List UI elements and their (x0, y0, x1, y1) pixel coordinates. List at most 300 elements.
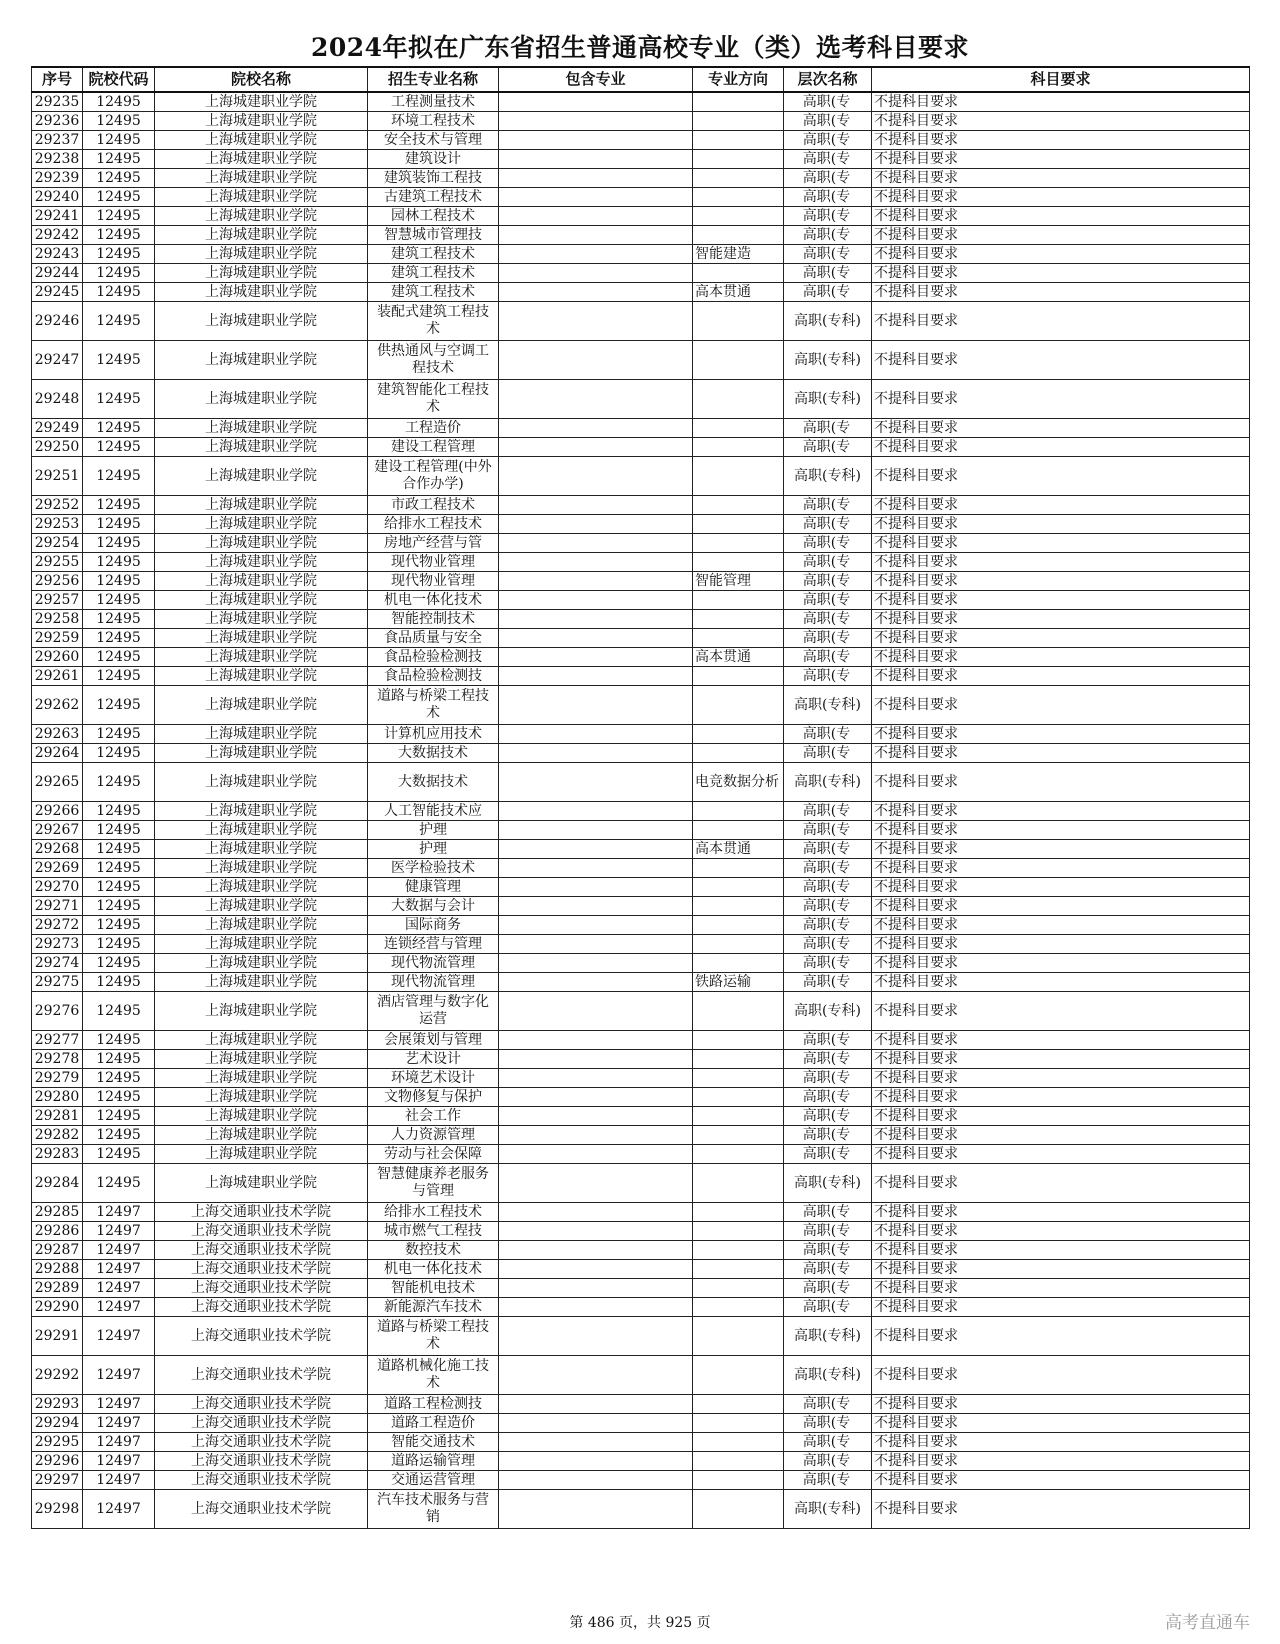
cell-level: 高职(专 (784, 878, 872, 897)
cell-major-name: 现代物流管理 (368, 954, 499, 973)
cell-school-name: 上海城建职业学院 (155, 1031, 368, 1050)
table-row (32, 1260, 1250, 1279)
page-title: 2024年拟在广东省招生普通高校专业（类）选考科目要求 (310, 33, 970, 62)
cell-subject-requirement: 不提科目要求 (872, 1031, 1250, 1050)
cell-seq: 29289 (32, 1279, 83, 1298)
cell-school-name: 上海城建职业学院 (155, 1088, 368, 1107)
cell-major-direction: 高本贯通 (693, 283, 784, 302)
cell-school-code: 12495 (83, 992, 155, 1031)
cell-major-name: 供热通风与空调工程技术 (368, 341, 499, 380)
cell-included-majors (499, 725, 693, 744)
cell-school-code: 12495 (83, 1164, 155, 1203)
cell-school-name: 上海交通职业技术学院 (155, 1414, 368, 1433)
cell-major-name: 大数据与会计 (368, 897, 499, 916)
cell-subject-requirement: 不提科目要求 (872, 686, 1250, 725)
cell-level: 高职(专 (784, 226, 872, 245)
cell-level: 高职(专科) (784, 686, 872, 725)
cell-level: 高职(专 (784, 1050, 872, 1069)
cell-major-direction (693, 496, 784, 515)
cell-level: 高职(专 (784, 591, 872, 610)
cell-school-name: 上海城建职业学院 (155, 169, 368, 188)
cell-subject-requirement: 不提科目要求 (872, 1317, 1250, 1356)
cell-school-code: 12495 (83, 591, 155, 610)
cell-included-majors (499, 1203, 693, 1222)
cell-school-name: 上海城建职业学院 (155, 457, 368, 496)
cell-seq: 29276 (32, 992, 83, 1031)
table-row (32, 1050, 1250, 1069)
cell-school-name: 上海城建职业学院 (155, 207, 368, 226)
cell-seq: 29283 (32, 1145, 83, 1164)
header-subject-requirement: 科目要求 (872, 67, 1250, 92)
cell-level: 高职(专 (784, 169, 872, 188)
cell-included-majors (499, 496, 693, 515)
cell-subject-requirement: 不提科目要求 (872, 150, 1250, 169)
table-row (32, 207, 1250, 226)
table-row (32, 515, 1250, 534)
cell-subject-requirement: 不提科目要求 (872, 897, 1250, 916)
cell-included-majors (499, 1222, 693, 1241)
cell-major-name: 环境艺术设计 (368, 1069, 499, 1088)
cell-seq: 29281 (32, 1107, 83, 1126)
cell-included-majors (499, 897, 693, 916)
cell-major-name: 现代物业管理 (368, 553, 499, 572)
cell-major-name: 市政工程技术 (368, 496, 499, 515)
cell-school-code: 12495 (83, 188, 155, 207)
cell-school-code: 12495 (83, 92, 155, 112)
cell-school-code: 12495 (83, 954, 155, 973)
cell-school-code: 12497 (83, 1203, 155, 1222)
cell-level: 高职(专 (784, 1222, 872, 1241)
cell-major-direction (693, 821, 784, 840)
header-major-name: 招生专业名称 (368, 67, 499, 92)
cell-school-code: 12495 (83, 1050, 155, 1069)
cell-seq: 29259 (32, 629, 83, 648)
cell-major-direction (693, 112, 784, 131)
cell-major-direction (693, 802, 784, 821)
cell-level: 高职(专 (784, 1471, 872, 1490)
table-row (32, 1069, 1250, 1088)
cell-subject-requirement: 不提科目要求 (872, 763, 1250, 802)
cell-subject-requirement: 不提科目要求 (872, 380, 1250, 419)
table-row (32, 131, 1250, 150)
cell-major-name: 健康管理 (368, 878, 499, 897)
cell-subject-requirement: 不提科目要求 (872, 1164, 1250, 1203)
cell-level: 高职(专 (784, 1414, 872, 1433)
cell-seq: 29238 (32, 150, 83, 169)
cell-level: 高职(专科) (784, 1490, 872, 1529)
cell-included-majors (499, 840, 693, 859)
table-row (32, 763, 1250, 802)
cell-school-name: 上海城建职业学院 (155, 973, 368, 992)
cell-included-majors (499, 992, 693, 1031)
table-row (32, 629, 1250, 648)
cell-included-majors (499, 534, 693, 553)
cell-major-name: 安全技术与管理 (368, 131, 499, 150)
cell-school-name: 上海城建职业学院 (155, 763, 368, 802)
cell-level: 高职(专 (784, 973, 872, 992)
cell-school-code: 12497 (83, 1241, 155, 1260)
cell-major-name: 交通运营管理 (368, 1471, 499, 1490)
cell-subject-requirement: 不提科目要求 (872, 341, 1250, 380)
cell-subject-requirement: 不提科目要求 (872, 1222, 1250, 1241)
cell-school-code: 12497 (83, 1298, 155, 1317)
cell-school-name: 上海交通职业技术学院 (155, 1241, 368, 1260)
table-row (32, 112, 1250, 131)
cell-school-name: 上海交通职业技术学院 (155, 1395, 368, 1414)
cell-included-majors (499, 457, 693, 496)
cell-major-direction (693, 131, 784, 150)
cell-level: 高职(专 (784, 840, 872, 859)
cell-major-name: 工程测量技术 (368, 92, 499, 112)
cell-included-majors (499, 1298, 693, 1317)
table-row (32, 859, 1250, 878)
cell-seq: 29272 (32, 916, 83, 935)
cell-major-name: 食品质量与安全 (368, 629, 499, 648)
cell-seq: 29258 (32, 610, 83, 629)
cell-school-name: 上海城建职业学院 (155, 302, 368, 341)
cell-seq: 29265 (32, 763, 83, 802)
cell-school-name: 上海城建职业学院 (155, 878, 368, 897)
cell-major-direction (693, 610, 784, 629)
cell-major-name: 艺术设计 (368, 1050, 499, 1069)
cell-major-direction (693, 878, 784, 897)
cell-school-name: 上海交通职业技术学院 (155, 1433, 368, 1452)
cell-school-code: 12495 (83, 264, 155, 283)
cell-included-majors (499, 92, 693, 112)
cell-school-code: 12495 (83, 744, 155, 763)
table-row (32, 1145, 1250, 1164)
cell-included-majors (499, 763, 693, 802)
cell-seq: 29260 (32, 648, 83, 667)
table-row (32, 878, 1250, 897)
cell-seq: 29261 (32, 667, 83, 686)
cell-school-name: 上海交通职业技术学院 (155, 1222, 368, 1241)
cell-major-name: 园林工程技术 (368, 207, 499, 226)
cell-included-majors (499, 1145, 693, 1164)
cell-seq: 29275 (32, 973, 83, 992)
cell-subject-requirement: 不提科目要求 (872, 419, 1250, 438)
cell-included-majors (499, 264, 693, 283)
table-row (32, 821, 1250, 840)
cell-subject-requirement: 不提科目要求 (872, 992, 1250, 1031)
cell-level: 高职(专 (784, 419, 872, 438)
cell-major-name: 智能控制技术 (368, 610, 499, 629)
cell-seq: 29279 (32, 1069, 83, 1088)
cell-major-direction (693, 553, 784, 572)
table-row (32, 1241, 1250, 1260)
cell-major-direction (693, 1317, 784, 1356)
cell-seq: 29285 (32, 1203, 83, 1222)
cell-seq: 29278 (32, 1050, 83, 1069)
cell-level: 高职(专 (784, 954, 872, 973)
cell-major-name: 智慧健康养老服务与管理 (368, 1164, 499, 1203)
cell-major-name: 建设工程管理(中外合作办学) (368, 457, 499, 496)
cell-seq: 29298 (32, 1490, 83, 1529)
table-row (32, 591, 1250, 610)
table-row (32, 302, 1250, 341)
cell-school-code: 12495 (83, 438, 155, 457)
cell-subject-requirement: 不提科目要求 (872, 1145, 1250, 1164)
cell-major-direction (693, 1050, 784, 1069)
cell-subject-requirement: 不提科目要求 (872, 1395, 1250, 1414)
cell-school-code: 12495 (83, 935, 155, 954)
cell-included-majors (499, 1395, 693, 1414)
cell-major-direction: 智能建造 (693, 245, 784, 264)
cell-included-majors (499, 1471, 693, 1490)
cell-major-direction (693, 207, 784, 226)
cell-included-majors (499, 629, 693, 648)
cell-school-code: 12495 (83, 1145, 155, 1164)
cell-major-name: 给排水工程技术 (368, 515, 499, 534)
cell-subject-requirement: 不提科目要求 (872, 840, 1250, 859)
cell-included-majors (499, 610, 693, 629)
cell-major-name: 道路与桥梁工程技术 (368, 686, 499, 725)
cell-school-code: 12495 (83, 283, 155, 302)
cell-seq: 29242 (32, 226, 83, 245)
cell-seq: 29280 (32, 1088, 83, 1107)
table-row (32, 419, 1250, 438)
cell-school-name: 上海城建职业学院 (155, 935, 368, 954)
cell-school-name: 上海城建职业学院 (155, 1126, 368, 1145)
cell-major-direction (693, 916, 784, 935)
cell-level: 高职(专 (784, 245, 872, 264)
cell-subject-requirement: 不提科目要求 (872, 1069, 1250, 1088)
cell-major-name: 道路工程检测技 (368, 1395, 499, 1414)
table-row (32, 457, 1250, 496)
cell-level: 高职(专 (784, 438, 872, 457)
table-row (32, 686, 1250, 725)
cell-subject-requirement: 不提科目要求 (872, 973, 1250, 992)
table-row (32, 1088, 1250, 1107)
cell-seq: 29287 (32, 1241, 83, 1260)
cell-major-direction: 高本贯通 (693, 840, 784, 859)
cell-seq: 29291 (32, 1317, 83, 1356)
cell-level: 高职(专 (784, 802, 872, 821)
table-row (32, 1031, 1250, 1050)
cell-subject-requirement: 不提科目要求 (872, 1203, 1250, 1222)
cell-major-name: 给排水工程技术 (368, 1203, 499, 1222)
cell-school-name: 上海城建职业学院 (155, 92, 368, 112)
cell-seq: 29247 (32, 341, 83, 380)
cell-subject-requirement: 不提科目要求 (872, 935, 1250, 954)
cell-school-code: 12495 (83, 515, 155, 534)
cell-seq: 29262 (32, 686, 83, 725)
cell-subject-requirement: 不提科目要求 (872, 92, 1250, 112)
table-row (32, 380, 1250, 419)
cell-major-name: 机电一体化技术 (368, 591, 499, 610)
cell-included-majors (499, 438, 693, 457)
cell-school-code: 12497 (83, 1414, 155, 1433)
table-row (32, 245, 1250, 264)
cell-level: 高职(专科) (784, 457, 872, 496)
cell-school-name: 上海城建职业学院 (155, 821, 368, 840)
cell-level: 高职(专 (784, 188, 872, 207)
cell-seq: 29267 (32, 821, 83, 840)
cell-included-majors (499, 821, 693, 840)
cell-school-name: 上海城建职业学院 (155, 954, 368, 973)
cell-major-name: 环境工程技术 (368, 112, 499, 131)
cell-included-majors (499, 859, 693, 878)
cell-school-code: 12495 (83, 859, 155, 878)
cell-major-direction (693, 1088, 784, 1107)
cell-seq: 29284 (32, 1164, 83, 1203)
cell-major-name: 国际商务 (368, 916, 499, 935)
table-row (32, 935, 1250, 954)
cell-level: 高职(专 (784, 1452, 872, 1471)
cell-subject-requirement: 不提科目要求 (872, 802, 1250, 821)
cell-level: 高职(专科) (784, 763, 872, 802)
cell-included-majors (499, 973, 693, 992)
table-row (32, 916, 1250, 935)
table-row (32, 283, 1250, 302)
cell-included-majors (499, 667, 693, 686)
cell-included-majors (499, 515, 693, 534)
cell-school-code: 12495 (83, 302, 155, 341)
cell-seq: 29293 (32, 1395, 83, 1414)
cell-included-majors (499, 150, 693, 169)
cell-major-direction (693, 419, 784, 438)
cell-major-direction (693, 744, 784, 763)
cell-level: 高职(专科) (784, 1164, 872, 1203)
cell-major-direction (693, 591, 784, 610)
table-row (32, 1222, 1250, 1241)
cell-seq: 29250 (32, 438, 83, 457)
cell-school-name: 上海城建职业学院 (155, 150, 368, 169)
cell-school-name: 上海交通职业技术学院 (155, 1279, 368, 1298)
cell-subject-requirement: 不提科目要求 (872, 534, 1250, 553)
cell-included-majors (499, 169, 693, 188)
cell-major-name: 机电一体化技术 (368, 1260, 499, 1279)
cell-school-name: 上海城建职业学院 (155, 245, 368, 264)
header-major-direction: 专业方向 (693, 67, 784, 92)
cell-level: 高职(专 (784, 283, 872, 302)
cell-included-majors (499, 1356, 693, 1395)
cell-included-majors (499, 744, 693, 763)
cell-major-name: 计算机应用技术 (368, 725, 499, 744)
cell-school-code: 12495 (83, 802, 155, 821)
cell-included-majors (499, 1069, 693, 1088)
cell-major-direction (693, 992, 784, 1031)
cell-subject-requirement: 不提科目要求 (872, 1490, 1250, 1529)
cell-subject-requirement: 不提科目要求 (872, 591, 1250, 610)
cell-level: 高职(专 (784, 1241, 872, 1260)
table-row (32, 725, 1250, 744)
cell-included-majors (499, 283, 693, 302)
table-row (32, 1298, 1250, 1317)
cell-included-majors (499, 1088, 693, 1107)
cell-level: 高职(专 (784, 629, 872, 648)
cell-school-name: 上海交通职业技术学院 (155, 1490, 368, 1529)
cell-school-code: 12497 (83, 1317, 155, 1356)
cell-major-name: 道路运输管理 (368, 1452, 499, 1471)
cell-major-name: 文物修复与保护 (368, 1088, 499, 1107)
cell-school-name: 上海城建职业学院 (155, 591, 368, 610)
cell-included-majors (499, 1107, 693, 1126)
cell-school-name: 上海城建职业学院 (155, 496, 368, 515)
cell-school-code: 12495 (83, 629, 155, 648)
cell-major-direction: 高本贯通 (693, 648, 784, 667)
cell-subject-requirement: 不提科目要求 (872, 629, 1250, 648)
cell-level: 高职(专科) (784, 341, 872, 380)
cell-major-name: 工程造价 (368, 419, 499, 438)
table-row (32, 92, 1250, 112)
cell-level: 高职(专 (784, 1279, 872, 1298)
cell-subject-requirement: 不提科目要求 (872, 496, 1250, 515)
cell-school-name: 上海城建职业学院 (155, 553, 368, 572)
cell-major-direction (693, 1356, 784, 1395)
cell-school-name: 上海城建职业学院 (155, 897, 368, 916)
cell-level: 高职(专科) (784, 992, 872, 1031)
cell-included-majors (499, 553, 693, 572)
cell-level: 高职(专 (784, 1069, 872, 1088)
cell-level: 高职(专 (784, 1260, 872, 1279)
cell-seq: 29297 (32, 1471, 83, 1490)
cell-subject-requirement: 不提科目要求 (872, 1241, 1250, 1260)
cell-school-code: 12495 (83, 916, 155, 935)
cell-major-direction (693, 534, 784, 553)
table-row (32, 496, 1250, 515)
cell-subject-requirement: 不提科目要求 (872, 1260, 1250, 1279)
cell-major-name: 护理 (368, 821, 499, 840)
cell-school-code: 12497 (83, 1395, 155, 1414)
page-footer: 第 486 页，共 925 页 (569, 1615, 711, 1631)
cell-major-name: 城市燃气工程技 (368, 1222, 499, 1241)
cell-school-code: 12497 (83, 1452, 155, 1471)
cell-major-direction (693, 1452, 784, 1471)
cell-major-name: 建筑设计 (368, 150, 499, 169)
cell-subject-requirement: 不提科目要求 (872, 207, 1250, 226)
cell-level: 高职(专 (784, 131, 872, 150)
cell-subject-requirement: 不提科目要求 (872, 1433, 1250, 1452)
cell-major-direction (693, 935, 784, 954)
cell-subject-requirement: 不提科目要求 (872, 954, 1250, 973)
cell-seq: 29254 (32, 534, 83, 553)
cell-seq: 29286 (32, 1222, 83, 1241)
table-row (32, 610, 1250, 629)
cell-level: 高职(专 (784, 150, 872, 169)
cell-level: 高职(专科) (784, 302, 872, 341)
cell-included-majors (499, 188, 693, 207)
cell-major-direction: 智能管理 (693, 572, 784, 591)
table-row (32, 1433, 1250, 1452)
cell-seq: 29264 (32, 744, 83, 763)
cell-school-name: 上海城建职业学院 (155, 419, 368, 438)
cell-level: 高职(专 (784, 667, 872, 686)
cell-major-direction (693, 515, 784, 534)
cell-included-majors (499, 1433, 693, 1452)
cell-school-name: 上海交通职业技术学院 (155, 1203, 368, 1222)
cell-included-majors (499, 935, 693, 954)
cell-subject-requirement: 不提科目要求 (872, 648, 1250, 667)
cell-included-majors (499, 207, 693, 226)
cell-school-name: 上海城建职业学院 (155, 341, 368, 380)
cell-school-code: 12495 (83, 1126, 155, 1145)
cell-included-majors (499, 916, 693, 935)
cell-level: 高职(专 (784, 1395, 872, 1414)
table-row (32, 1279, 1250, 1298)
cell-included-majors (499, 380, 693, 419)
table-row (32, 1126, 1250, 1145)
cell-seq: 29237 (32, 131, 83, 150)
table-row (32, 226, 1250, 245)
cell-major-direction (693, 667, 784, 686)
cell-school-code: 12497 (83, 1490, 155, 1529)
cell-school-code: 12495 (83, 380, 155, 419)
cell-seq: 29269 (32, 859, 83, 878)
cell-included-majors (499, 341, 693, 380)
cell-school-name: 上海城建职业学院 (155, 226, 368, 245)
cell-included-majors (499, 878, 693, 897)
